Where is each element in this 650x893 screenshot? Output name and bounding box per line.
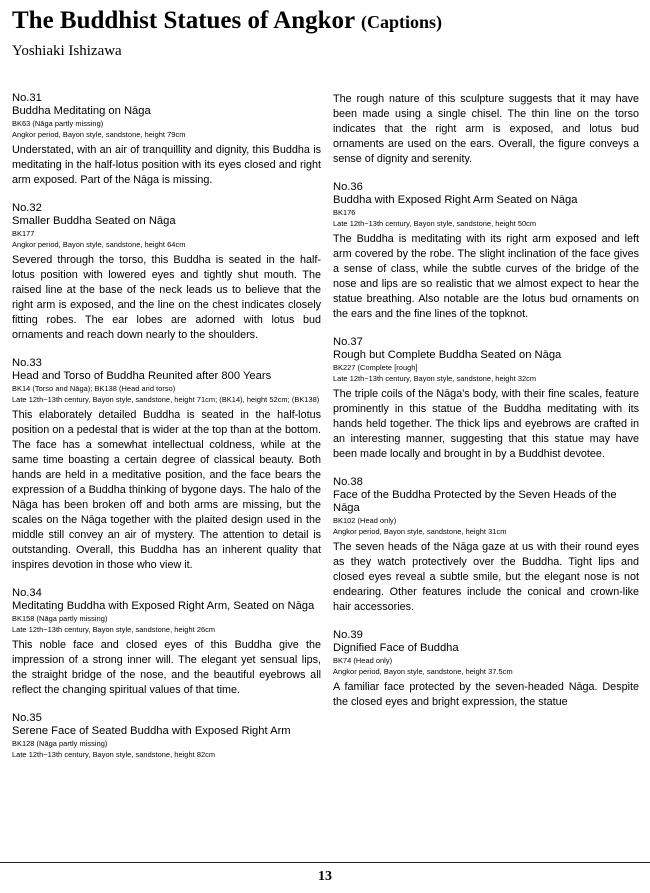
entry-title: Face of the Buddha Protected by the Seven Heads of the Nāga: [333, 489, 617, 514]
caption-entry-37: [333, 336, 639, 462]
entry-catalog: BK227 (Complete [rough]: [333, 363, 418, 372]
entry-catalog: BK128 (Nāga partly missing): [12, 739, 108, 748]
caption-entry-35: [12, 712, 321, 760]
entry-catalog: BK74 (Head only): [333, 656, 393, 665]
entry-details: Late 12th~13th century, Bayon style, sandstone, height 26cm: [12, 625, 216, 634]
entry-title: Buddha with Exposed Right Arm Seated on Nāga: [333, 194, 578, 206]
left-column: [12, 92, 321, 774]
entry-title: Buddha Meditating on Nāga: [12, 105, 151, 117]
entry-catalog: BK176: [333, 208, 356, 217]
entry-description: Severed through the torso, this Buddha is seated in the half-lotus position with lowered eyes and tightly shut mouth. The raised line at the base of the neck leads us to believe that the right arm is exposed, and the line on the chest indicates closely fitting robes. The ear lobes are adorned with lotus bud ornaments and reach down nearly to the shoulders.: [12, 254, 321, 341]
entry-number: No.34: [12, 587, 42, 599]
entry-description: The Buddha is meditating with its right arm exposed and left arm covered by the robe. The slight inclination of the face gives a sense of class, while the subtle curves of the bridge of the nose and lips are so realistic that we almost expect to hear the statue breathing. Also notable are the lotus bud ornaments on the ears and the fine lines of the topknot.: [333, 233, 639, 320]
entry-details: Angkor period, Bayon style, sandstone, height 64cm: [12, 240, 186, 249]
entry-number: No.38: [333, 476, 363, 488]
entry-description: A familiar face protected by the seven-headed Nāga. Despite the closed eyes and bright expression, the statue: [333, 681, 639, 708]
caption-entry-39: [333, 629, 639, 710]
entry-catalog: BK158 (Nāga partly missing): [12, 614, 108, 623]
page-header: [12, 6, 642, 60]
entry-number: No.39: [333, 629, 363, 641]
entry-details: Angkor period, Bayon style, sandstone, height 79cm: [12, 130, 186, 139]
entry-number: No.36: [333, 181, 363, 193]
entry-catalog: BK63 (Nāga partly missing): [12, 119, 104, 128]
entry-title: Smaller Buddha Seated on Nāga: [12, 215, 176, 227]
entry-35-continuation: The rough nature of this sculpture suggests that it may have been made using a single chisel. The thin line on the torso indicates that the right arm is exposed, and lotus bud ornaments are used on the ears. Overall, the figure conveys a sense of dignity and serenity.: [333, 93, 639, 165]
entry-description: This noble face and closed eyes of this Buddha give the impression of a strong inner will. The elegant yet sensual lips, the straight bridge of the nose, and the beautiful eyebrows all reflect the changing spiritual values of that time.: [12, 639, 321, 696]
entry-description: The triple coils of the Nāga's body, with their fine scales, feature prominently in this statue of the Buddha meditating with its hands held together. The thick lips and eyebrows are crafted in an interesting manner, suggesting that this statue may have been made locally and brought in by a Buddhist devotee.: [333, 388, 639, 460]
caption-entry-31: [12, 92, 321, 188]
entry-catalog: BK14 (Torso and Nāga); BK138 (Head and torso): [12, 384, 176, 393]
caption-entry-32: [12, 202, 321, 343]
entry-catalog: BK177: [12, 229, 35, 238]
footer-rule: [0, 862, 650, 863]
entry-title: Rough but Complete Buddha Seated on Nāga: [333, 349, 562, 361]
entry-description: Understated, with an air of tranquillity and dignity, this Buddha is meditating in the half-lotus position with its eyes closed and right arm exposed. Part of the Nāga is missing.: [12, 144, 321, 186]
entry-number: No.32: [12, 202, 42, 214]
entry-catalog: BK102 (Head only): [333, 516, 397, 525]
entry-number: No.33: [12, 357, 42, 369]
entry-details: Angkor period, Bayon style, sandstone, height 31cm: [333, 527, 507, 536]
author-name: Yoshiaki Ishizawa: [12, 43, 122, 59]
page-subtitle: (Captions): [360, 12, 442, 32]
entry-title: Dignified Face of Buddha: [333, 642, 459, 654]
entry-title: Meditating Buddha with Exposed Right Arm, Seated on Nāga: [12, 600, 315, 612]
entry-title: Serene Face of Seated Buddha with Exposed Right Arm: [12, 725, 291, 737]
entry-number: No.31: [12, 92, 42, 104]
page-title: The Buddhist Statues of Angkor (Captions): [12, 7, 442, 34]
entry-number: No.37: [333, 336, 363, 348]
caption-entry-36: [333, 181, 639, 322]
entry-details: Late 12th~13th century, Bayon style, sandstone, height 32cm: [333, 374, 537, 383]
caption-entry-33: [12, 357, 321, 573]
caption-entry-34: [12, 587, 321, 698]
entry-details: Late 12th~13th century, Bayon style, sandstone, height 50cm: [333, 219, 537, 228]
entry-title: Head and Torso of Buddha Reunited after 800 Years: [12, 370, 272, 382]
entry-details: Late 12th~13th century, Bayon style, sandstone, height 82cm: [12, 750, 216, 759]
caption-entry-38: [333, 476, 639, 615]
entry-description: This elaborately detailed Buddha is seated in the half-lotus position on a pedestal that is wider at the top than at the bottom. The face has a somewhat intellectual coldness, while at the same time boasting a certain degree of classical beauty. Both hands are held in a meditative position, and the face bears the expression of a Buddha thinking of bygone days. The halo of the Nāga has been broken off and both arms are missing, but the scales on the Nāga together with the plaited design used in the middle still convey an air of mystery. The attention to detail is outstanding. Overall, this Buddha has an inherent quality that inspires devotion in those who view it.: [12, 409, 321, 571]
page-number: 13: [318, 869, 332, 884]
entry-details: Angkor period, Bayon style, sandstone, height 37.5cm: [333, 667, 513, 676]
right-column: [333, 92, 639, 724]
entry-description: The seven heads of the Nāga gaze at us with their round eyes as they watch protectively over the Buddha. Tight lips and closed eyes reveal a subtle smile, but the elegant nose is not endearing. Other features include the conical and crown-like hair accessories.: [333, 541, 639, 613]
entry-details: Late 12th~13th century, Bayon style, sandstone, height 71cm; (BK14), height 52cm; (BK138): [12, 395, 320, 404]
entry-number: No.35: [12, 712, 42, 724]
